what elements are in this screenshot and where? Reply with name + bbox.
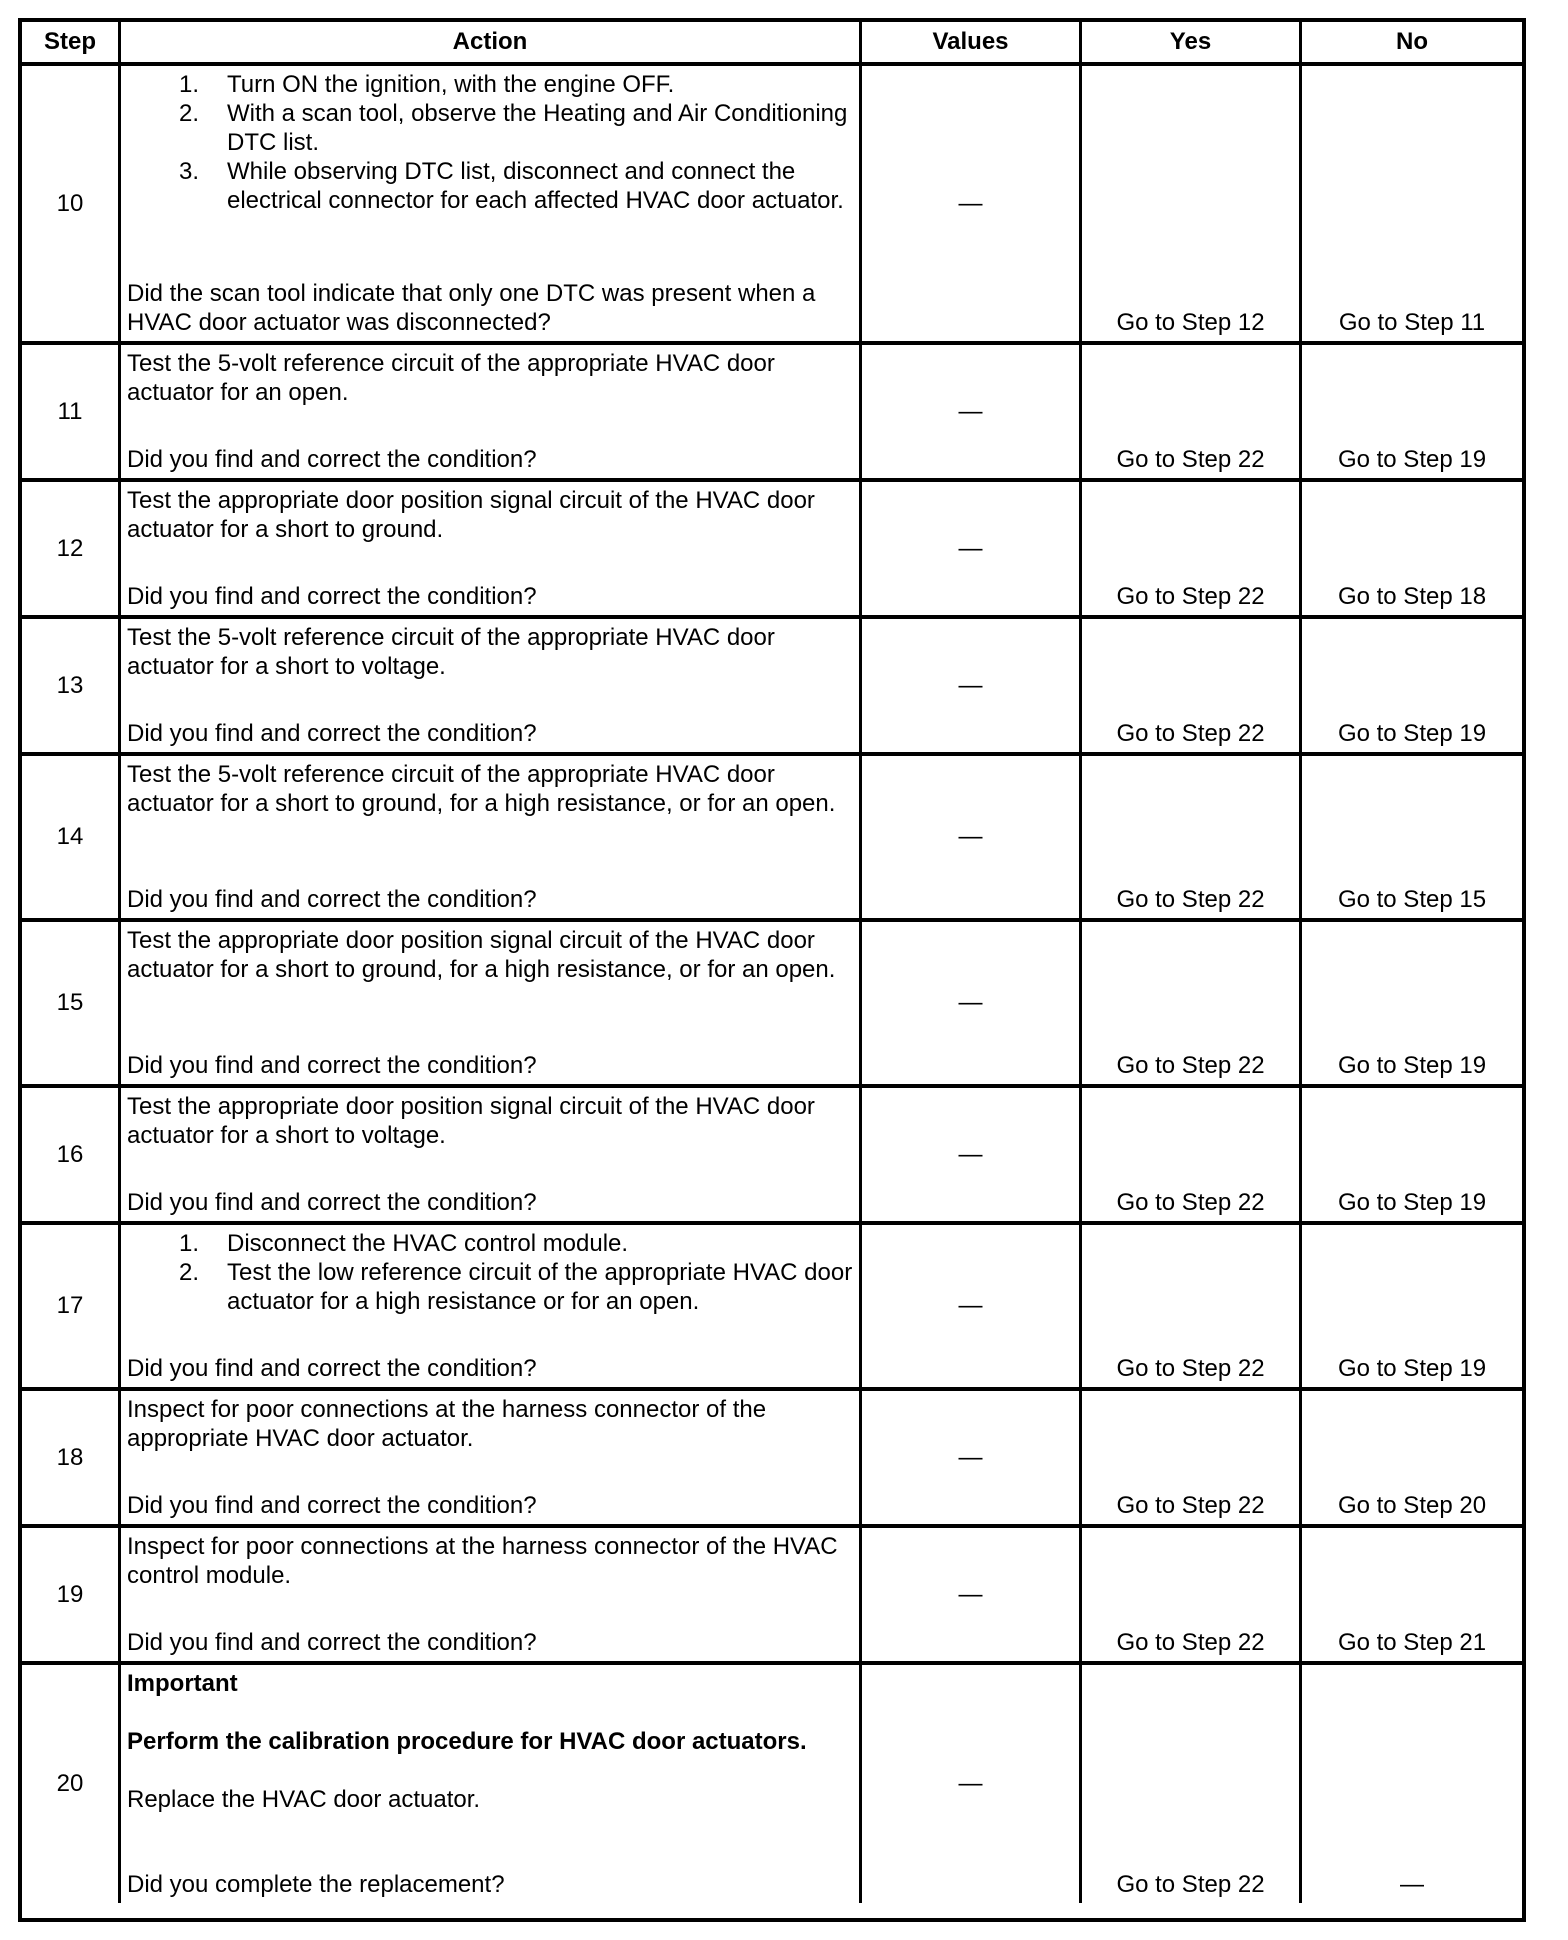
action-question: Did you find and correct the condition? — [127, 1189, 537, 1216]
values-dash: — — [958, 989, 983, 1016]
step-number: 17 — [56, 1292, 84, 1319]
step-number: 18 — [56, 1443, 84, 1471]
values-dash: — — [958, 397, 983, 425]
action-question: Did you find and correct the condition? — [127, 886, 537, 913]
no-cell — [1302, 619, 1522, 752]
action-step-item — [127, 99, 853, 157]
action-question: Did you find and correct the condition? — [127, 1629, 537, 1656]
values-cell — [862, 1088, 1082, 1221]
step-number: 12 — [56, 534, 84, 562]
no-goto: Go to Step 21 — [1337, 1629, 1487, 1656]
action-cell — [121, 1225, 862, 1387]
no-goto: Go to Step 20 — [1337, 1492, 1487, 1519]
step-cell — [22, 345, 121, 478]
action-content — [121, 345, 859, 478]
yes-goto: Go to Step 22 — [1116, 1629, 1265, 1656]
step-cell — [22, 1225, 121, 1387]
action-step-item — [127, 157, 853, 215]
yes-goto: Go to Step 22 — [1116, 1355, 1265, 1382]
step-cell — [22, 1528, 121, 1661]
no-cell — [1302, 482, 1522, 615]
yes-cell — [1082, 345, 1302, 478]
yes-goto: Go to Step 22 — [1116, 446, 1265, 473]
no-goto: Go to Step 19 — [1337, 446, 1487, 473]
values-cell — [862, 922, 1082, 1084]
no-cell — [1302, 922, 1522, 1084]
action-step-text: Turn ON the ignition, with the engine OFF. — [227, 71, 675, 98]
step-cell — [22, 66, 121, 341]
table-row — [22, 1665, 1522, 1903]
step-number: 19 — [56, 1580, 84, 1608]
action-steps-list — [127, 1229, 853, 1316]
step-cell — [22, 756, 121, 918]
action-cell — [121, 619, 862, 752]
table-row — [22, 345, 1522, 482]
no-cell — [1302, 66, 1522, 341]
no-goto: — — [1400, 1871, 1424, 1898]
action-content — [121, 922, 859, 1084]
table-row — [22, 619, 1522, 756]
yes-goto: Go to Step 22 — [1116, 1189, 1265, 1216]
action-text: Inspect for poor connections at the harness connector of the HVAC control module. — [127, 1533, 838, 1589]
step-number: 16 — [56, 1140, 84, 1168]
values-cell — [862, 756, 1082, 918]
header-row — [22, 22, 1522, 66]
yes-goto: Go to Step 12 — [1116, 309, 1265, 336]
action-question: Did you find and correct the condition? — [127, 1355, 537, 1382]
no-cell — [1302, 1528, 1522, 1661]
action-step-number: 1. — [179, 71, 200, 98]
action-text: Test the 5-volt reference circuit of the appropriate HVAC door actuator for a short to ground, for a high resistance, or for an open. — [127, 761, 836, 817]
important-label: Important — [127, 1670, 238, 1697]
action-cell — [121, 922, 862, 1084]
values-dash: — — [958, 1770, 983, 1797]
yes-cell — [1082, 1088, 1302, 1221]
yes-cell — [1082, 1225, 1302, 1387]
values-cell — [862, 1665, 1082, 1903]
action-content — [121, 1528, 859, 1661]
step-cell — [22, 619, 121, 752]
no-cell — [1302, 345, 1522, 478]
no-goto: Go to Step 18 — [1337, 583, 1487, 610]
action-step-number: 1. — [179, 1230, 200, 1257]
action-cell — [121, 482, 862, 615]
table-row — [22, 756, 1522, 922]
action-step-number: 3. — [179, 158, 200, 185]
action-step-item — [127, 70, 853, 99]
action-question: Did you find and correct the condition? — [127, 1052, 537, 1079]
yes-goto: Go to Step 22 — [1116, 720, 1265, 747]
table-row — [22, 1391, 1522, 1528]
diagnostic-table — [18, 18, 1526, 1922]
table-row — [22, 922, 1522, 1088]
action-question: Did you find and correct the condition? — [127, 720, 537, 747]
action-content — [121, 482, 859, 615]
action-content — [121, 1088, 859, 1221]
values-dash: — — [958, 189, 983, 217]
values-cell — [862, 482, 1082, 615]
no-cell — [1302, 1391, 1522, 1524]
yes-cell — [1082, 1665, 1302, 1903]
values-dash: — — [958, 823, 983, 850]
action-content — [121, 619, 859, 752]
step-number: 10 — [56, 189, 84, 217]
values-dash: — — [958, 534, 983, 562]
action-step-item — [127, 1258, 853, 1316]
yes-cell — [1082, 1391, 1302, 1524]
no-goto: Go to Step 19 — [1337, 1355, 1487, 1382]
yes-goto: Go to Step 22 — [1116, 1052, 1265, 1079]
action-question: Did you find and correct the condition? — [127, 583, 537, 610]
spacer — [127, 1698, 853, 1727]
table-row — [22, 1225, 1522, 1391]
step-cell — [22, 1088, 121, 1221]
action-step-text: Test the low reference circuit of the appropriate HVAC door actuator for a high resistance or for an open. — [227, 1259, 853, 1315]
action-question: Did the scan tool indicate that only one DTC was present when a HVAC door actuator was disconnected? — [127, 280, 816, 336]
yes-cell — [1082, 619, 1302, 752]
table-row — [22, 66, 1522, 345]
values-dash: — — [958, 1580, 983, 1608]
step-cell — [22, 1665, 121, 1903]
yes-cell — [1082, 922, 1302, 1084]
values-cell — [862, 1225, 1082, 1387]
action-step-number: 2. — [179, 1259, 200, 1286]
action-step-item — [127, 1229, 853, 1258]
yes-goto: Go to Step 22 — [1116, 886, 1265, 913]
action-content — [121, 1225, 859, 1387]
yes-cell — [1082, 756, 1302, 918]
action-cell — [121, 1528, 862, 1661]
header-no: No — [1396, 28, 1428, 55]
yes-goto: Go to Step 22 — [1116, 1871, 1265, 1898]
no-goto: Go to Step 15 — [1337, 886, 1487, 913]
values-dash: — — [958, 1292, 983, 1319]
header-yes: Yes — [1082, 22, 1302, 62]
step-number: 14 — [56, 823, 84, 850]
no-cell — [1302, 1088, 1522, 1221]
action-content — [121, 756, 859, 918]
action-text: Replace the HVAC door actuator. — [127, 1786, 481, 1813]
step-number: 11 — [57, 397, 83, 425]
yes-goto: Go to Step 22 — [1116, 1492, 1265, 1519]
action-step-text: With a scan tool, observe the Heating and Air Conditioning DTC list. — [227, 100, 848, 156]
action-step-text: While observing DTC list, disconnect and connect the electrical connector for each affected HVAC door actuator. — [227, 158, 844, 214]
action-text: Test the appropriate door position signal circuit of the HVAC door actuator for a short to ground, for a high resistance, or for an open. — [127, 927, 836, 983]
table-row — [22, 1088, 1522, 1225]
values-dash: — — [958, 1140, 983, 1168]
no-goto: Go to Step 19 — [1337, 720, 1487, 747]
action-cell — [121, 345, 862, 478]
header-action: Action — [121, 22, 862, 62]
action-cell — [121, 1665, 862, 1903]
action-steps-list — [127, 70, 853, 215]
header-values: Values — [862, 22, 1082, 62]
values-dash: — — [958, 1443, 983, 1471]
header-step: Step — [22, 22, 121, 62]
values-dash: — — [958, 671, 983, 699]
action-text: Test the 5-volt reference circuit of the appropriate HVAC door actuator for a short to voltage. — [127, 624, 775, 680]
action-content — [121, 1391, 859, 1524]
action-content — [121, 66, 859, 341]
action-cell — [121, 756, 862, 918]
yes-cell — [1082, 482, 1302, 615]
values-cell — [862, 345, 1082, 478]
action-text: Test the 5-volt reference circuit of the appropriate HVAC door actuator for an open. — [127, 350, 775, 406]
action-step-number: 2. — [179, 100, 200, 127]
action-text: Test the appropriate door position signal circuit of the HVAC door actuator for a short to voltage. — [127, 1093, 815, 1149]
action-text: Inspect for poor connections at the harness connector of the appropriate HVAC door actuator. — [127, 1396, 767, 1452]
action-question: Did you find and correct the condition? — [127, 446, 537, 473]
no-goto: Go to Step 19 — [1337, 1189, 1487, 1216]
values-cell — [862, 66, 1082, 341]
action-cell — [121, 1391, 862, 1524]
values-cell — [862, 619, 1082, 752]
no-cell — [1302, 1665, 1522, 1903]
action-cell — [121, 66, 862, 341]
step-number: 13 — [56, 671, 84, 699]
step-number: 15 — [56, 989, 84, 1016]
table-row — [22, 482, 1522, 619]
action-text: Test the appropriate door position signal circuit of the HVAC door actuator for a short to ground. — [127, 487, 815, 543]
step-cell — [22, 922, 121, 1084]
yes-cell — [1082, 1528, 1302, 1661]
values-cell — [862, 1391, 1082, 1524]
yes-goto: Go to Step 22 — [1116, 583, 1265, 610]
no-goto: Go to Step 19 — [1337, 1052, 1487, 1079]
no-cell — [1302, 756, 1522, 918]
action-question: Did you find and correct the condition? — [127, 1492, 537, 1519]
action-cell — [121, 1088, 862, 1221]
important-text: Perform the calibration procedure for HVAC door actuators. — [127, 1728, 807, 1755]
action-step-text: Disconnect the HVAC control module. — [227, 1230, 629, 1257]
action-question: Did you complete the replacement? — [127, 1871, 505, 1898]
spacer — [127, 1756, 853, 1785]
no-cell — [1302, 1225, 1522, 1387]
yes-cell — [1082, 66, 1302, 341]
table-row — [22, 1528, 1522, 1665]
values-cell — [862, 1528, 1082, 1661]
step-cell — [22, 1391, 121, 1524]
step-number: 20 — [56, 1770, 84, 1797]
action-content — [121, 1665, 859, 1903]
no-goto: Go to Step 11 — [1338, 309, 1486, 336]
step-cell — [22, 482, 121, 615]
